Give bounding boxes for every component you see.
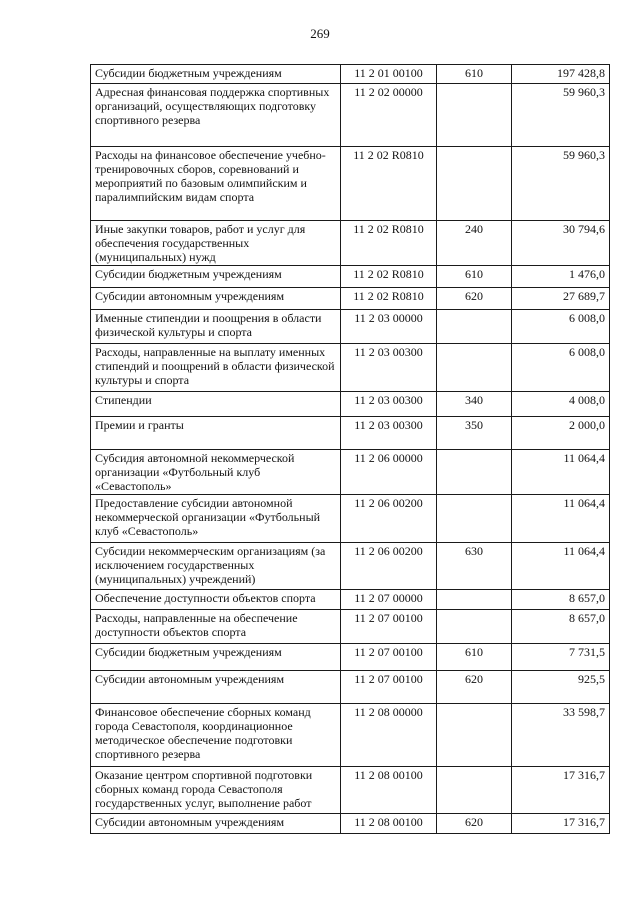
- row-code: 11 2 06 00000: [341, 450, 437, 495]
- row-name: Премии и гранты: [91, 417, 341, 450]
- row-type: [437, 310, 512, 344]
- row-code: 11 2 02 R0810: [341, 221, 437, 266]
- row-amount: 7 731,5: [512, 644, 610, 671]
- table-row: [91, 590, 610, 610]
- row-name: Субсидии некоммерческим организациям (за исключением государственных (муниципальных) учреждений): [91, 543, 341, 590]
- row-name: Стипендии: [91, 392, 341, 417]
- row-amount: 27 689,7: [512, 288, 610, 310]
- row-amount: 4 008,0: [512, 392, 610, 417]
- table-row: [91, 288, 610, 310]
- budget-table: [90, 64, 610, 834]
- table-row: [91, 450, 610, 495]
- row-type: [437, 450, 512, 495]
- row-type: 340: [437, 392, 512, 417]
- row-type: 630: [437, 543, 512, 590]
- table-row: [91, 65, 610, 84]
- row-type: 620: [437, 814, 512, 834]
- row-type: 610: [437, 65, 512, 84]
- row-name: Обеспечение доступности объектов спорта: [91, 590, 341, 610]
- row-name: Именные стипендии и поощрения в области физической культуры и спорта: [91, 310, 341, 344]
- table-row: [91, 147, 610, 221]
- row-name: Расходы на финансовое обеспечение учебно-тренировочных сборов, соревнований и мероприятий по базовым олимпийским и паралимпийским видам спорта: [91, 147, 341, 221]
- row-amount: 11 064,4: [512, 450, 610, 495]
- row-code: 11 2 06 00200: [341, 495, 437, 543]
- row-type: [437, 344, 512, 392]
- row-name: Иные закупки товаров, работ и услуг для обеспечения государственных (муниципальных) нужд: [91, 221, 341, 266]
- row-name: Субсидии автономным учреждениям: [91, 671, 341, 704]
- row-code: 11 2 07 00100: [341, 671, 437, 704]
- table-row: [91, 417, 610, 450]
- table-row: [91, 495, 610, 543]
- table-row: [91, 704, 610, 767]
- row-type: [437, 767, 512, 814]
- row-amount: 17 316,7: [512, 767, 610, 814]
- page-number: 269: [310, 26, 330, 41]
- row-type: [437, 84, 512, 147]
- row-code: 11 2 03 00300: [341, 344, 437, 392]
- row-amount: 2 000,0: [512, 417, 610, 450]
- row-type: [437, 495, 512, 543]
- table-row: [91, 671, 610, 704]
- row-code: 11 2 08 00100: [341, 814, 437, 834]
- row-name: Субсидии бюджетным учреждениям: [91, 266, 341, 288]
- row-type: [437, 590, 512, 610]
- row-code: 11 2 07 00100: [341, 610, 437, 644]
- table-row: [91, 84, 610, 147]
- row-name: Адресная финансовая поддержка спортивных организаций, осуществляющих подготовку спортивного резерва: [91, 84, 341, 147]
- row-amount: 30 794,6: [512, 221, 610, 266]
- row-amount: 197 428,8: [512, 65, 610, 84]
- row-type: 620: [437, 671, 512, 704]
- table-row: [91, 221, 610, 266]
- row-amount: 11 064,4: [512, 543, 610, 590]
- row-type: 240: [437, 221, 512, 266]
- row-code: 11 2 03 00300: [341, 392, 437, 417]
- row-code: 11 2 03 00300: [341, 417, 437, 450]
- row-name: Оказание центром спортивной подготовки сборных команд города Севастополя государственных услуг, выполнение работ: [91, 767, 341, 814]
- row-code: 11 2 08 00000: [341, 704, 437, 767]
- row-code: 11 2 06 00200: [341, 543, 437, 590]
- row-type: 620: [437, 288, 512, 310]
- row-code: 11 2 02 R0810: [341, 288, 437, 310]
- row-name: Субсидии автономным учреждениям: [91, 814, 341, 834]
- row-name: Субсидия автономной некоммерческой организации «Футбольный клуб «Севастополь»: [91, 450, 341, 495]
- table-row: [91, 644, 610, 671]
- table-row: [91, 392, 610, 417]
- table-row: [91, 610, 610, 644]
- row-type: [437, 147, 512, 221]
- row-name: Субсидии автономным учреждениям: [91, 288, 341, 310]
- row-type: 610: [437, 644, 512, 671]
- row-type: 350: [437, 417, 512, 450]
- table-row: [91, 767, 610, 814]
- table-row: [91, 266, 610, 288]
- table-row: [91, 543, 610, 590]
- row-name: Расходы, направленные на обеспечение доступности объектов спорта: [91, 610, 341, 644]
- row-amount: 59 960,3: [512, 84, 610, 147]
- row-amount: 33 598,7: [512, 704, 610, 767]
- row-amount: 59 960,3: [512, 147, 610, 221]
- row-name: Финансовое обеспечение сборных команд города Севастополя, координационное методическое обеспечение подготовки спортивного резерва: [91, 704, 341, 767]
- row-amount: 8 657,0: [512, 590, 610, 610]
- row-amount: 6 008,0: [512, 310, 610, 344]
- row-code: 11 2 02 R0810: [341, 266, 437, 288]
- row-name: Расходы, направленные на выплату именных стипендий и поощрений в области физической культуры и спорта: [91, 344, 341, 392]
- row-code: 11 2 02 00000: [341, 84, 437, 147]
- row-code: 11 2 03 00000: [341, 310, 437, 344]
- row-code: 11 2 07 00000: [341, 590, 437, 610]
- row-code: 11 2 08 00100: [341, 767, 437, 814]
- row-code: 11 2 01 00100: [341, 65, 437, 84]
- row-code: 11 2 07 00100: [341, 644, 437, 671]
- row-code: 11 2 02 R0810: [341, 147, 437, 221]
- table-row: [91, 310, 610, 344]
- row-type: [437, 704, 512, 767]
- row-amount: 17 316,7: [512, 814, 610, 834]
- row-name: Субсидии бюджетным учреждениям: [91, 65, 341, 84]
- row-amount: 925,5: [512, 671, 610, 704]
- row-amount: 6 008,0: [512, 344, 610, 392]
- row-type: 610: [437, 266, 512, 288]
- row-name: Субсидии бюджетным учреждениям: [91, 644, 341, 671]
- table-row: [91, 814, 610, 834]
- row-amount: 8 657,0: [512, 610, 610, 644]
- table-row: [91, 344, 610, 392]
- row-name: Предоставление субсидии автономной некоммерческой организации «Футбольный клуб «Севастополь»: [91, 495, 341, 543]
- row-type: [437, 610, 512, 644]
- row-amount: 11 064,4: [512, 495, 610, 543]
- row-amount: 1 476,0: [512, 266, 610, 288]
